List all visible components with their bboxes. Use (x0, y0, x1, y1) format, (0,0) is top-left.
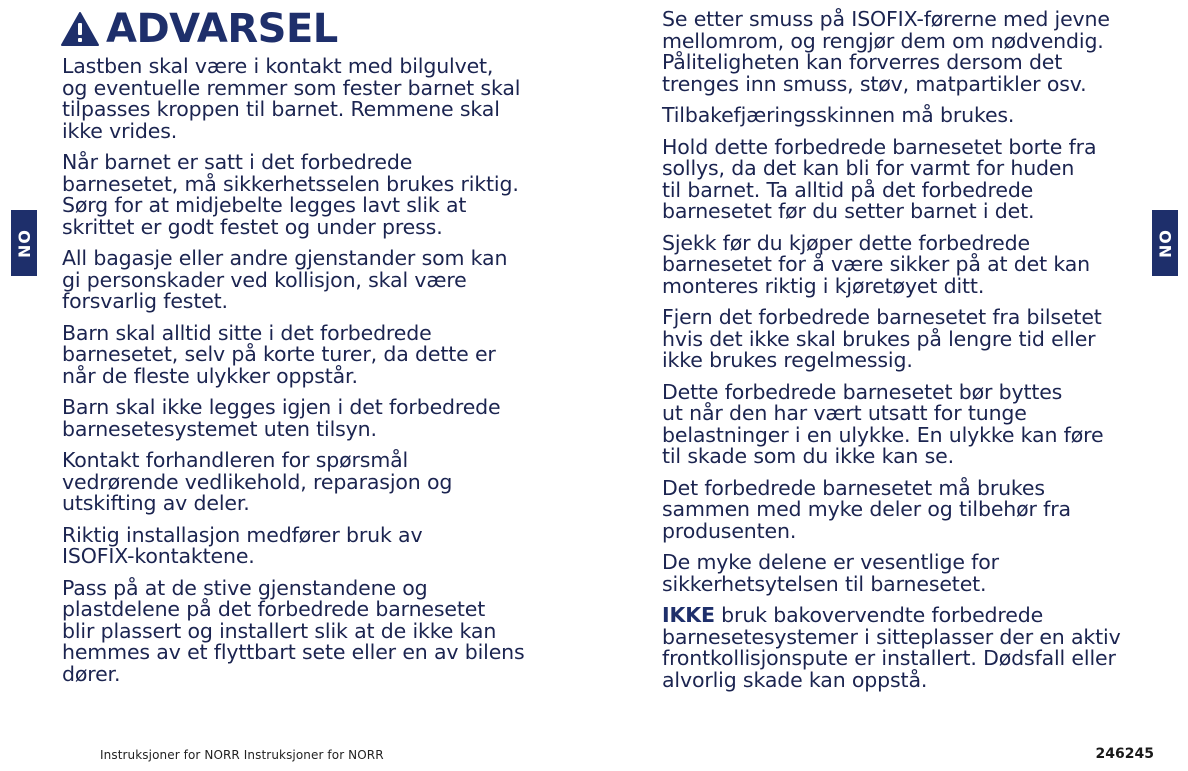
final-warning-text: bruk bakovervendte forbedrede barnesetesystemer i sitteplasser der en aktiv frontkollisjonspute er installert. Dødsfall eller alvorlig skade kan oppstå. (662, 603, 1121, 692)
left-column (62, 0, 562, 695)
paragraph: De myke delene er vesentlige for sikkerhetsytelsen til barnesetet. (662, 550, 999, 596)
page-number: 246245 (1095, 746, 1154, 762)
paragraph: All bagasje eller andre gjenstander som kan gi personskader ved kollisjon, skal være forsvarlig festet. (62, 246, 508, 313)
footer-title: Instruksjoner for NORR Instruksjoner for NORR (100, 748, 384, 762)
paragraph: Barn skal alltid sitte i det forbedrede barnesetet, selv på korte turer, da dette er når de fleste ulykker oppstår. (62, 320, 496, 388)
language-tab-label: NO (14, 228, 34, 258)
paragraph: Tilbakefjæringsskinnen må brukes. (662, 103, 1015, 127)
paragraph: Riktig installasjon medfører bruk av ISOFIX-kontaktene. (62, 522, 423, 568)
paragraph: Barn skal ikke legges igjen i det forbedrede barnesetesystemet uten tilsyn. (62, 395, 501, 441)
final-warning-paragraph (662, 605, 1152, 691)
paragraph: Fjern det forbedrede barnesetet fra bilsetet hvis det ikke skal brukes på lengre tid eller ikke brukes regelmessig. (662, 305, 1102, 372)
paragraph: Lastben skal være i kontakt med bilgulvet, og eventuelle remmer som fester barnet skal tilpasses kroppen til barnet. Remmene skal ikke vrides. (62, 54, 521, 143)
paragraph: Kontakt forhandleren for spørsmål vedrørende vedlikehold, reparasjon og utskifting av deler. (62, 448, 453, 515)
right-column (662, 9, 1152, 701)
paragraph: Se etter smuss på ISOFIX-førerne med jevne mellomrom, og rengjør dem om nødvendig. Påliteligheten kan forverres dersom det trenges inn smuss, støv, matpartikler osv. (662, 7, 1110, 96)
language-tab-right (1152, 210, 1178, 276)
language-tab-label: NO (1155, 228, 1175, 258)
paragraph: Det forbedrede barnesetet må brukes sammen med myke deler og tilbehør fra produsenten. (662, 475, 1071, 543)
warning-triangle-icon (60, 11, 100, 47)
warning-title: ADVARSEL (106, 6, 338, 52)
paragraph: Sjekk før du kjøper dette forbedrede barnesetet for å være sikker på at det kan monteres riktig i kjøretøyet ditt. (662, 230, 1090, 298)
paragraph: Dette forbedrede barnesetet bør byttes ut når den har vært utsatt for tunge belastninger i en ulykke. En ulykke kan føre til skade som du ikke kan se. (662, 379, 1104, 468)
paragraph: Når barnet er satt i det forbedrede barnesetet, må sikkerhetsselen brukes riktig. Sørg for at midjebelte legges lavt slik at skrittet er godt festet og under press. (62, 150, 519, 239)
ikke-emphasis: IKKE (662, 603, 715, 627)
paragraph: Hold dette forbedrede barnesetet borte fra sollys, da det kan bli for varmt for huden til barnet. Ta alltid på det forbedrede barnesetet før du setter barnet i det. (662, 134, 1097, 223)
paragraph: Pass på at de stive gjenstandene og plastdelene på det forbedrede barnesetet blir plassert og installert slik at de ikke kan hemmes av et flyttbart sete eller en av bilens dører. (62, 575, 525, 686)
language-tab-left (11, 210, 37, 276)
warning-header (62, 4, 562, 54)
